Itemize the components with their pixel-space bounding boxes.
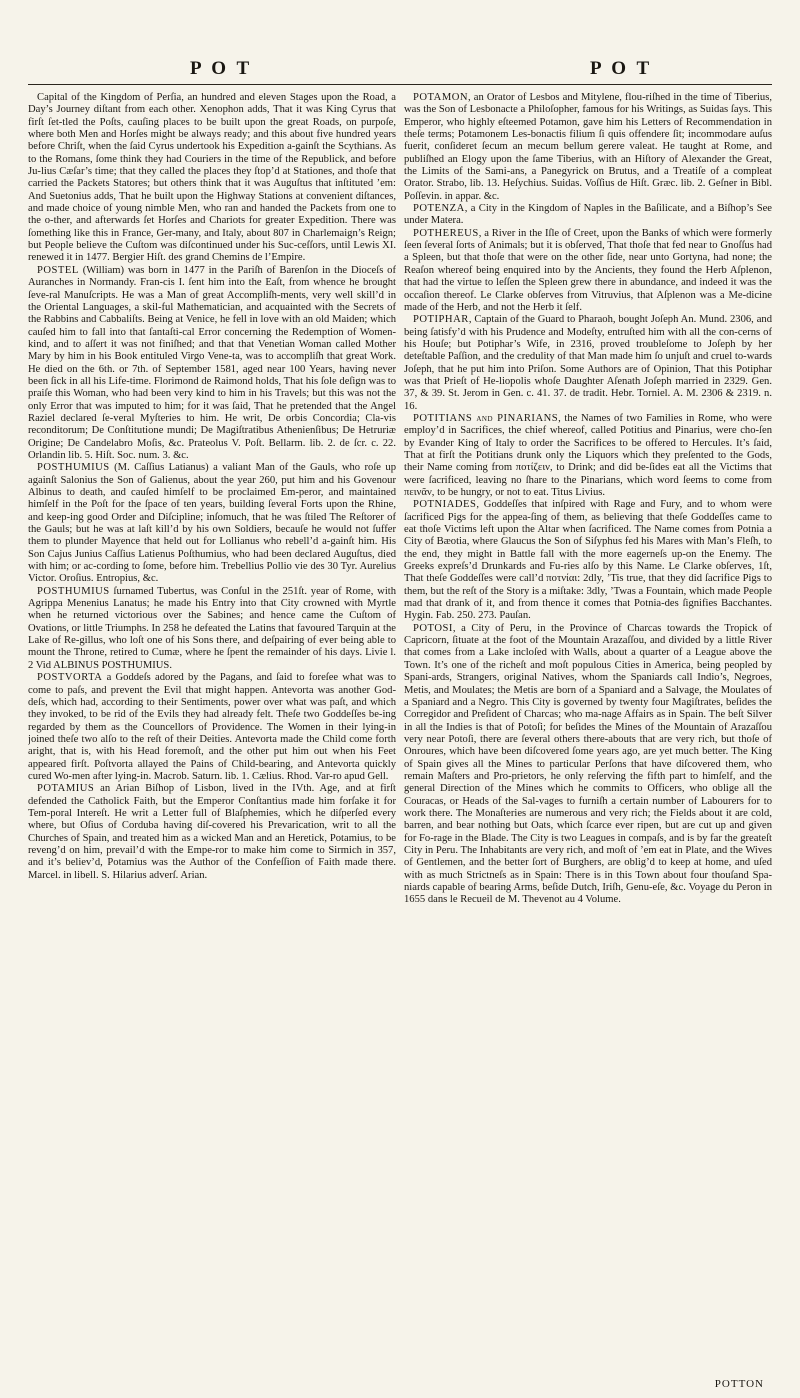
- headword: POTHEREUS: [413, 227, 479, 239]
- right-column: [404, 92, 772, 1382]
- left-running-head: P O T: [190, 58, 253, 79]
- entry-potitians: POTITIANS and PINARIANS, the Names of two Families in Rome, who were employ’d in Sacrifices, the chief whereof, called Potitius and Pinarius, were cho-ſen by Evander King of Italy to order the Sacrifices to be offered to Hercules. It’s ſaid, That at firſt the Potitians drunk only the Liquors which they preſented to the Gods, their Name coming from ποτίζειν, to Drink; and did be-ſides eat all the Victims that were ſacrificed, leaving no ſhare to the Pinarians, which word ſeems to come from πεινᾶν, to be hungry, or not to eat. Titus Livius.: [404, 412, 772, 498]
- entry-potamon: POTAMON, an Orator of Lesbos and Mitylene, flou-riſhed in the time of Tiberius, was the Son of Lesbonacte a Philoſopher, famous for his Writings, as Suidas ſays. This Emperor, who highly eſteemed Potamon, gave him his Letters of Recommendation in theſe terms; Potamonem Les-bonactis filium ſi quis offendere ſit; incommodare auſus fuerit, conſideret ſecum an mecum bellum gerere valeat. He taught at Rome, and publiſhed an Elogy upon the ſame Tiberius, with an Hiſtory of Alexander the Great, the Limits of the Sami-ans, a Panegyrick on Brutus, and a Treatiſe of a compleat Orator. Strabo, lib. 13. Heſychius. Suidas. Voſſius de Hiſt. Græc. lib. 2. Geſner in Bibl. Poſſevin. in appar. &c.: [404, 92, 772, 202]
- headword: POSTHUMIUS: [37, 585, 110, 597]
- entry-postel: POSTEL (William) was born in 1477 in the Pariſh of Barenſon in the Dioceſs of Auranches in Normandy. Fran-cis I. ſent him into the Eaſt, from whence he brought ſeve-ral Manuſcripts. He was a Man of great Accompliſh-ments, very well skill’d in the Oriental Languages, a skil-ful Mathematician, and acquainted with the Secrets of the Rabbins and Cabbaliſts. Being at Venice, he fell in love with an old Maiden; which cauſed him to fall into that ſantaſti-cal Error concerning the Redemption of Women-kind, and to aſſert it was not finiſhed; and that that Venetian Woman called Mother Mary by him in his Book entituled Virgo Vene-ta, was to accompliſh that great Work. He died on the 6th. or 7th. of September 1581, aged near 100 Years, having never been ſick in all his Life-time. Florimond de Raimond holds, That his ſole deſign was to praiſe this Woman, who had been very kind to him in his Travels; but this was not the only Error that was imputed to him; for it was ſaid, That he pretended that the Angel Raziel declared ſe-veral Myſteries to him. He writ, De orbis Concordia; Cla-vis reconditorum; De Conſtitutione mundi; De Magiſtratibus Athenienſibus; De Hetruriæ Origine; De Candelabro Moſis, &c. Prateolus V. Poſt. Bellarm. lib. 2. de ſcr. c. 22. Orlandin lib. 5. Hiſt. Soc. num. 3. &c.: [28, 264, 396, 461]
- running-header: [30, 58, 770, 84]
- headword: POTENZA: [413, 203, 465, 215]
- entry-posthumius-2: POSTHUMIUS ſurnamed Tubertus, was Conſul in the 251ſt. year of Rome, with Agrippa Menenius Lanatus; he made his Entry into that City crowned with Myrtle when he returned victorious over the Sabines; and hence came the Cuſtom of Ovations, or little Triumphs. In 258 he defeated the Latins that favoured Tarquin at the Lake of Re-gillus, who loſt one of his Sons there, and deſpairing of ever being able to mount the Throne, retired to Cumæ, where he ſpent the remainder of his days. Livie l. 2 Vid ALBINUS POSTHUMIUS.: [28, 585, 396, 671]
- headword: POTAMIUS: [37, 783, 95, 795]
- left-column: [28, 92, 396, 1382]
- entry-potamius: POTAMIUS an Arian Biſhop of Lisbon, lived in the IVth. Age, and at firſt defended the Catholick Faith, but the Emperor Conſtantius made him forſake it for Tem-poral Intereſt. He writ a Letter full of Blaſphemies, which he diſperſed every where, but Oſius of Corduba having diſ-covered his Prevarication, writ to all the Churches of Spain, and treated him as a wicked Man and an Heretick, Potamius, to be reveng’d on him, prevail’d with the Empe-ror to make him come to Sirmich in 357, and it’s believ’d, Potamius was the Author of the Confeſſion of Faith made there. Marcel. in libell. S. Hilarius adverſ. Arian.: [28, 783, 396, 881]
- entry-pothereus: POTHEREUS, a River in the Iſle of Creet, upon the Banks of which were formerly ſeen ſeveral ſorts of Animals; but it is obſerved, That thoſe that fed near to Gnoſſus had a Spleen, but that thoſe that were on the other ſide, near unto Gortyna, had none; the Reaſon whereof being enquired into by the Ancients, they found the Herb Aſplenon, that had the virtue to leſſen the Spleen grew there in abundance, and indeed it was the occaſion thereof. Le Clarke obſerves from Vitruvius, that Aſplenon was a Me-dicine made of the Herb, and not the Herb it ſelf.: [404, 227, 772, 313]
- right-running-head: P O T: [590, 58, 653, 79]
- headword: POSTHUMIUS: [37, 462, 110, 474]
- catchword: POTTON: [714, 1378, 764, 1390]
- entry-posthumius-1: POSTHUMIUS (M. Caſſius Latianus) a valiant Man of the Gauls, who roſe up againſt Salonius the Son of Galienus, about the year 260, put him and his Govenour Albinus to death, and cauſed himſelf to be proclaimed Em-peror, and maintained himſelf in the Poſt for the ſpace of ten years, building ſeveral Forts upon the Rhine, and keep-ing good Order and Diſcipline; inſomuch, that he was ſtiled The Reſtorer of the Gauls; but he was at laſt kill’d by his own Soldiers, becauſe he would not ſuffer them to plunder Mayence that held out for Lollianus who rebell’d a-gainſt him. His Son Cajus Junius Caſſius Latienus Poſthumius, who had been declared Auguſtus, died with him; or ac-cording to ſome, before him. Trebellius Pollio vie des 30 Tyr. Aurelius Victor. Oroſius. Entropius, &c.: [28, 462, 396, 585]
- headword: POTIPHAR: [413, 314, 469, 326]
- entry-continuation: Capital of the Kingdom of Perſia, an hundred and eleven Stages upon the Road, a Day’s Journey diſtant from each other. Xenophon adds, That it was King Cyrus that firſt ſet-tled the Poſts, cauſing places to be built upon the great Roads, on purpoſe, where both Men and Horſes might be always ready; and this about five hundred years before Chriſt, when the ſaid Cyrus undertook his Expedition a-gainſt the Scythians. As to the Romans, ſome think they had Couriers in the time of the Republick, and before Ju-lius Cæſar’s time; that they called the places they ſtop’d at Stationes, and thoſe that carried the Packets Statores; but others think that it was Auguſtus that inſtituted ’em: And Suetonius adds, That he built upon the Highway Stations at convenient diſtances, and made choice of young nimble Men, who ran and handed the Packets from one to the o-ther, and afterwards ſet Horſes and Chariots for greater Expedition. There was ſomething like this in France, Ger-many, and Italy, about 807 in Charlemaign’s Reign; but People believe the Cuſtom was diſcontinued under his Suc-ceſſors, until Lewis XI. renewed it in 1477. Bergier Hiſt. des grand Chemins de l’Empire.: [28, 92, 396, 264]
- headword: POSTEL: [37, 264, 79, 276]
- header-rule: [28, 84, 772, 85]
- entry-potosi: POTOSI, a City of Peru, in the Province of Charcas towards the Tropick of Capricorn, ſituate at the foot of the Mountain Arazaſſou, and divided by a little River that comes from a Lake incloſed with Walls, about a quarter of a League above the Town. It’s one of the richeſt and moſt populous Cities in America, being peopled by Spani-ards, Strangers, original Natives, whom the Spaniards call Indio’s, Negroes, Metis, and Moulates; the Metis are born of a Spaniard and a Salvage, the Moulates of a Spaniard and a Negro. This City is governed by twenty four Magiſtrates, beſides the Corregidor and Preſident of Charcas; who ma-nage Affairs as in Spain. The beſt Silver in all the Indies is that of Potoſi; for beſides the Mines of the Mountain of Arazaſſou very near Potoſi, there are ſeveral others there-abouts that are very rich, but thoſe of Onroures, which have been diſcovered ſome years ago, are yet much better. The King of Spain gives all the Mines to particular Perſons that have diſcovered them, who remain Maſters and Pro-prietors, he only reſerving the fifth part to himſelf, and the general Direction of the Mines which he commits to Officers, who oblige all the Couracas, or Heads of the Sal-vages to furniſh a certain number of Labourers for to work there. The Monaſteries are numerous and very rich; the Fields about it are cold, barren, and bear nothing but Oats, which ſcarce ever ripen, but are cut up and given for Fo-rage in the Blade. The City is two Leagues in compaſs, and is by far the greateſt City in Peru. The Inhabitants are very rich, and moſt of ’em eat in Plate, and the Wives of Gentlemen, and the better ſort of Burghers, are oblig’d to keep at home, and uſed with as much Strictneſs as in Spain: There is in this Town about four thouſand Spa-niards capable of bearing Arms, beſide Dutch, Iriſh, Genu-eſe, &c. Voyage du Peron in 1655 dans le Recueil de M. Thevenot au 4 Volume.: [404, 622, 772, 906]
- entry-potiphar: POTIPHAR, Captain of the Guard to Pharaoh, bought Joſeph An. Mund. 2306, and being ſatisfy’d with his Prudence and Modeſty, entruſted him with all the con-cerns of his Houſe; but Potiphar’s Wife, in 2316, proved troubleſome to Joſeph by her deteſtable Paſſion, and the credulity of that Man made him ſo unjuſt and cruel to-wards Joſeph, that he put him into Priſon. Some Authors are of Opinion, That this Potiphar was that Prieſt of He-liopolis whoſe Daughter Aſenath Joſeph married in 2329. Gen. 37, & 39. St. Jerom in Gen. c. 41. 37. de tradit. Hebr. Torniel. A. M. 2306 & 2319. n. 16.: [404, 314, 772, 412]
- headword: POTNIADES: [413, 499, 477, 511]
- headword: POSTVORTA: [37, 672, 103, 684]
- headword: POTAMON: [413, 92, 469, 103]
- entry-potniades: POTNIADES, Goddeſſes that inſpired with Rage and Fury, and to whom were ſacrificed Pigs for the appea-ſing of them, as believing that theſe Goddeſſes came to eat thoſe Victims left upon the Altar when ſacrificed. The Name comes from Potnia a City of Bæotia, where Glaucus the Son of Siſyphus fed his Mares with Man’s Fleſh, to the end, they might in Battle fall with the more eagerneſs up-on the Enemy. The Greeks expreſs’d Drunkards and Fu-ries alſo by this Name. Le Clarke obſerves, 1ſt, That theſe Goddeſſes were call’d ποτνίαι: 2dly, ’Tis true, that they did ſacrifice Pigs to them, but the reſt of the Story is a miſtake: 3dly, ’Twas a Fountain, which made People mad that drank of it, and from thence it comes that Potnia-des ſignifies Bacchantes. Hygin. Fab. 250. 273. Pauſan.: [404, 499, 772, 622]
- headword: POTITIANS and PINARIANS: [413, 412, 559, 424]
- headword: POTOSI: [413, 622, 453, 634]
- entry-potenza: POTENZA, a City in the Kingdom of Naples in the Baſilicate, and a Biſhop’s See under Matera.: [404, 203, 772, 227]
- entry-postvorta: POSTVORTA a Goddeſs adored by the Pagans, and ſaid to foreſee what was to come to paſs, and prevent the Evil that might happen. Antevorta was another God-deſs, which had, according to their Sentiments, power over what was paſt, and which they invoked, to be rid of the Evils they had already felt. Theſe two Goddeſſes be-ing regarded by them as the Councellors of Providence. The Women in their lying-in joined theſe two alſo to the reſt of their Deities. Antevorta made the Child come forth aright, that is, with his Head foremoſt, and the other put him out when his Feet appeared firſt. Poſtvorta allayed the Pains of Child-bearing, and Antevorta quickly cured Wo-men after lying-in. Macrob. Saturn. lib. 1. Cælius. Rhod. Var-ro apud Gell.: [28, 672, 396, 782]
